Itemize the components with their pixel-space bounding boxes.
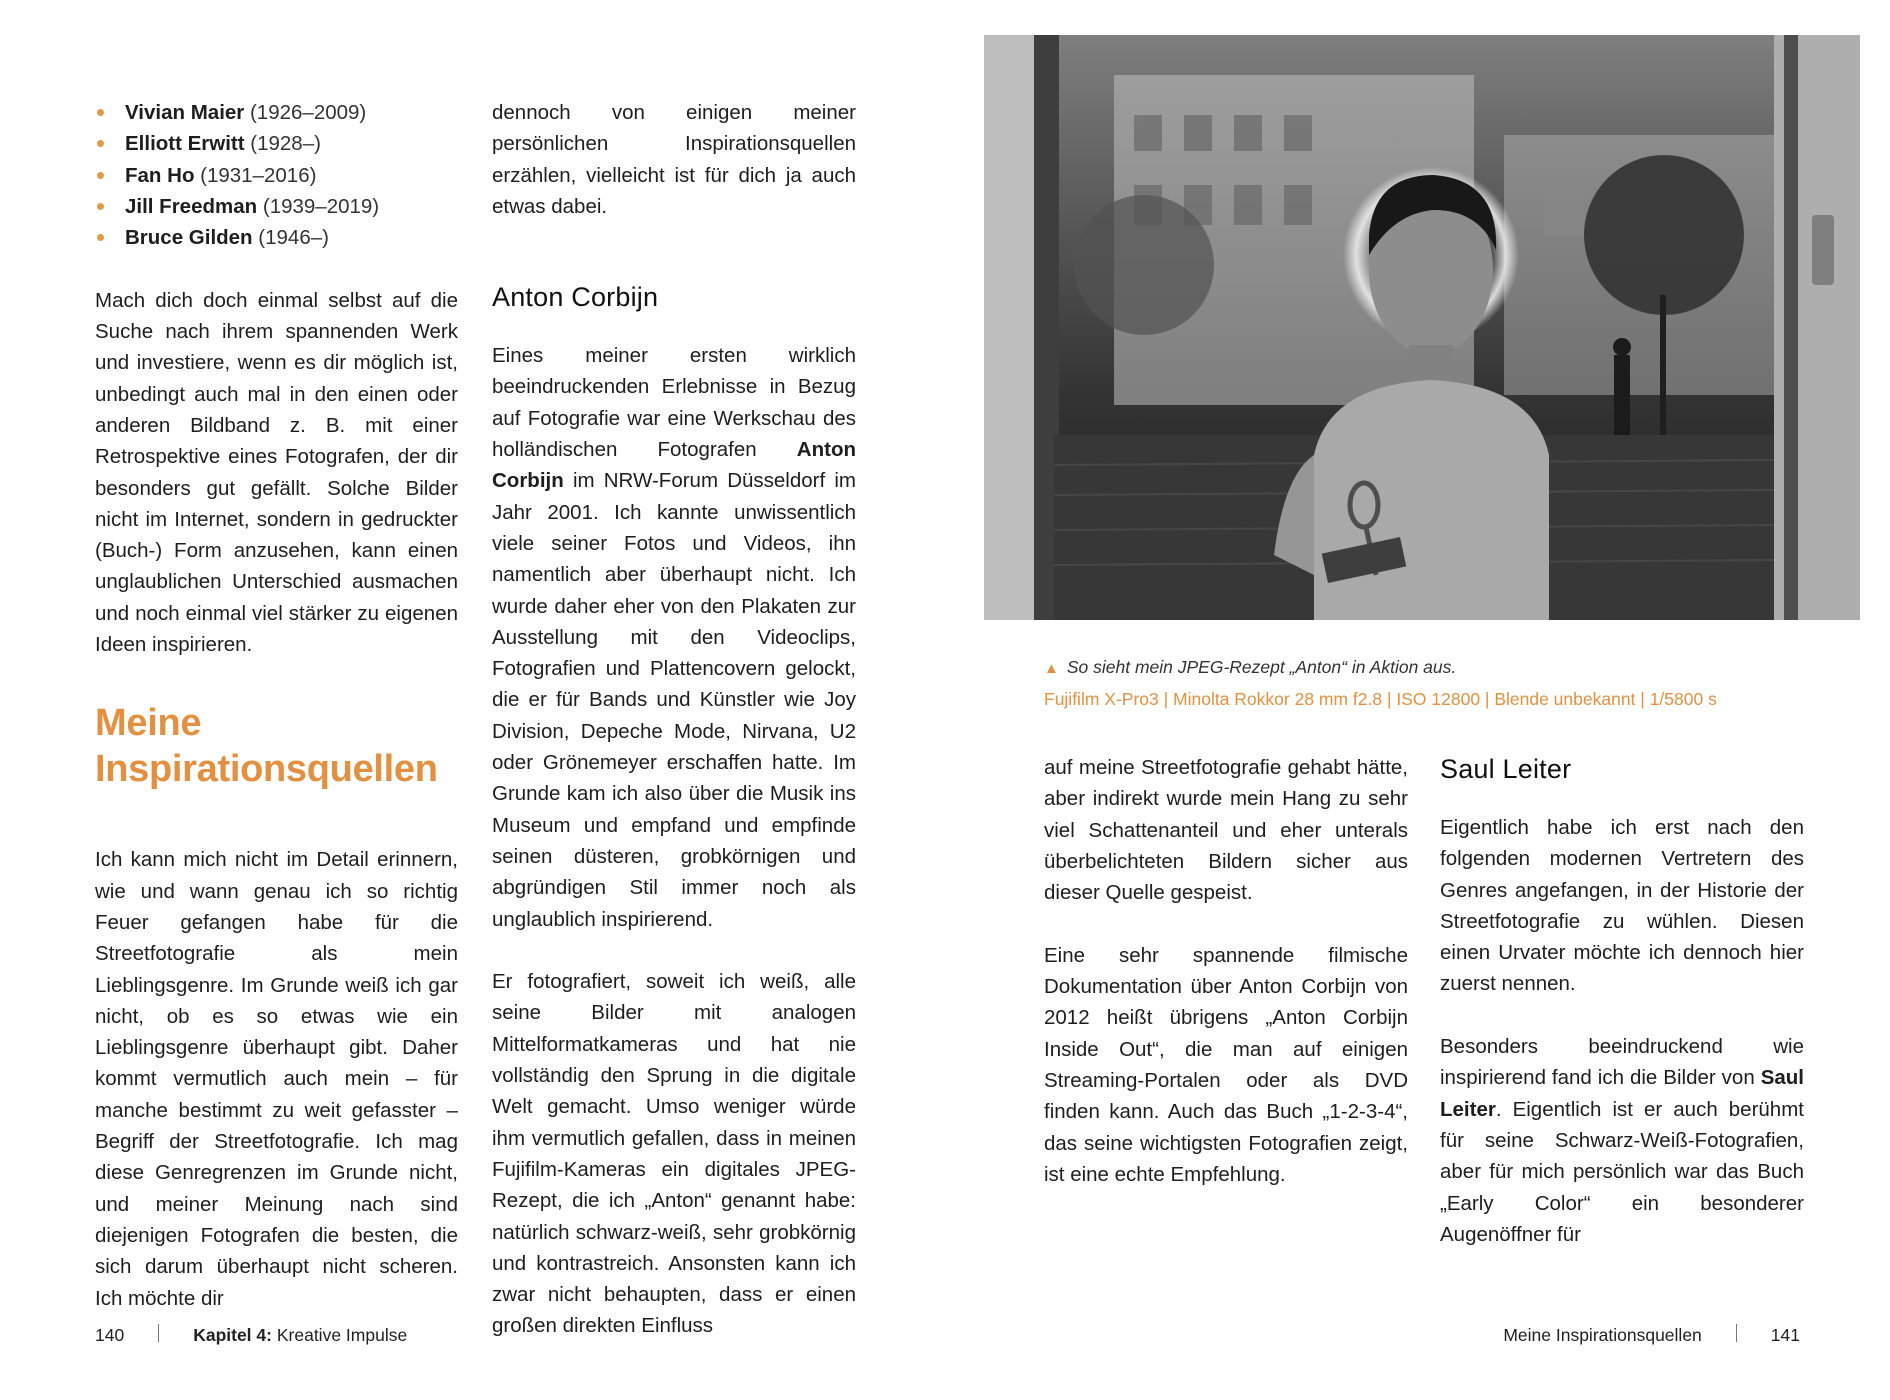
photographer-list — [95, 97, 458, 253]
paragraph-leiter-2: Besonders beeindruckend wie inspirierend fand ich die Bilder von Saul Leiter. Eigentlich ist er auch berühmt für seine Schwarz-Weiß-Fotografien, aber für mich persönlich war das Buch „Early Color“ ein besonderer Augenöffner für — [1440, 1035, 1804, 1246]
paragraph-search: Mach dich doch einmal selbst auf die Suche nach ihrem spannenden Werk und investiere, wenn es dir möglich ist, unbedingt auch mal in den einen oder anderen Bildband z. B. mit einer Retrospektive eines Fotografen, der dir besonders gut gefällt. Solche Bilder nicht im Internet, sondern in gedruckter (Buch-) Form anzusehen, kann einen unglaublichen Unterschied ausmachen und noch einmal viel stärker zu eigenen Ideen inspirieren. — [95, 288, 458, 657]
paragraph-documentary: Eine sehr spannende filmische Dokumentation über Anton Corbijn von 2012 heißt übrigens „Anton Corbijn Inside Out“, die man auf einigen Streaming-Portalen oder als DVD finden kann. Auch das Buch „1-2-3-4“, das seine wichtigsten Fotografien zeigt, ist eine echte Empfehlung. — [1044, 943, 1408, 1186]
paragraph-corbijn: Eines meiner ersten wirklich beeindruckenden Erlebnisse in Bezug auf Fotografie war eine Werkschau des holländischen Fotografen Anton Corbijn im NRW-Forum Düsseldorf im Jahr 2001. Ich kannte unwissentlich viele seiner Fotos und Videos, ihn namentlich aber überhaupt nicht. Ich wurde daher eher von den Plakaten zur Ausstellung mit den Videoclips, Fotografien und Plattencovern gelockt, die er für Bands und Künstler wie Joy Division, Depeche Mode, Nirvana, U2 oder Grönemeyer erschaffen hatte. Im Grunde kam ich also über die Musik ins Museum und empfand und empfinde seinen düsteren, grobkörnigen und abgründigen Stil immer noch als unglaublich inspirierend. — [492, 344, 856, 931]
caption-exif: Fujifilm X-Pro3 | Minolta Rokkor 28 mm f2.8 | ISO 12800 | Blende unbekannt | 1/5800 s — [1044, 689, 1717, 709]
footer-right — [1503, 1324, 1800, 1346]
page-number: 141 — [1770, 1325, 1800, 1345]
triangle-up-icon: ▲ — [1044, 660, 1059, 677]
photo-caption — [1044, 652, 1844, 715]
subheading-anton-corbijn: Anton Corbijn — [492, 282, 659, 313]
list-item: Elliott Erwitt (1928–) — [95, 128, 458, 159]
left-column-1 — [95, 97, 458, 1314]
right-column-1 — [1044, 752, 1408, 1190]
list-item: Fan Ho (1931–2016) — [95, 160, 458, 191]
photo-mannequin-window — [984, 35, 1860, 620]
footer-left — [95, 1324, 407, 1346]
paragraph-leiter-1: Eigentlich habe ich erst nach den folgenden modernen Vertretern des Genres angefangen, in der Historie der Streetfotografie zu wühlen. Diesen einen Urvater möchte ich dennoch hier zuerst nennen. — [1440, 816, 1804, 996]
chapter-title: Kreative Impulse — [276, 1325, 408, 1345]
paragraph-intro: Ich kann mich nicht im Detail erinnern, wie und wann genau ich so richtig Feuer gefangen habe für die Streetfotografie als mein Lieblingsgenre. Im Grunde weiß ich gar nicht, ob es so etwas wie ein Lieblingsgenre überhaupt gibt. Daher kommt vermutlich auch mein – für manche bestimmt zu weit gefasster – Begriff der Streetfotografie. Ich mag diese Genregrenzen im Grunde nicht, und meiner Meinung nach sind diejenigen Fotografen die besten, die sich darum überhaupt nicht scheren. Ich möchte dir — [95, 848, 458, 1310]
paragraph-influence: auf meine Streetfotografie gehabt hätte, aber indirekt wurde mein Hang zu sehr viel Schattenanteil und eher unterals überbelichteten Bildern sicher aus dieser Quelle gespeist. — [1044, 756, 1408, 905]
bold-name: Anton Corbijn — [492, 438, 856, 493]
section-heading: Meine Inspirationsquellen — [95, 702, 438, 791]
right-column-2 — [1440, 752, 1804, 1250]
caption-text: So sieht mein JPEG-Rezept „Anton“ in Aktion aus. — [1066, 657, 1457, 677]
list-item: Vivian Maier (1926–2009) — [95, 97, 458, 128]
subheading-saul-leiter: Saul Leiter — [1440, 754, 1572, 784]
paragraph-continuation: dennoch von einigen meiner persönlichen Inspirationsquellen erzählen, vielleicht ist für dich ja auch etwas dabei. — [492, 101, 856, 218]
page-number: 140 — [95, 1325, 125, 1345]
list-item: Bruce Gilden (1946–) — [95, 222, 458, 253]
left-column-2 — [492, 97, 856, 1342]
footer-divider — [1736, 1324, 1737, 1342]
footer-divider — [158, 1324, 159, 1342]
section-title: Meine Inspirationsquellen — [1503, 1325, 1702, 1345]
paragraph-analog: Er fotografiert, soweit ich weiß, alle seine Bilder mit analogen Mittelformatkameras und hat nie vollständig den Sprung in die digitale Welt gemacht. Umso weniger würde ihm vermutlich gefallen, dass in meinen Fujifilm-Kameras ein digitales JPEG-Rezept, die ich „Anton“ genannt habe: natürlich schwarz-weiß, sehr grobkörnig und kontrastreich. Ansonsten kann ich zwar nicht behaupten, dass er einen großen direkten Einfluss — [492, 970, 856, 1338]
list-item: Jill Freedman (1939–2019) — [95, 191, 458, 222]
bold-name: Saul Leiter — [1440, 1066, 1804, 1121]
chapter-label: Kapitel 4: — [193, 1325, 272, 1345]
